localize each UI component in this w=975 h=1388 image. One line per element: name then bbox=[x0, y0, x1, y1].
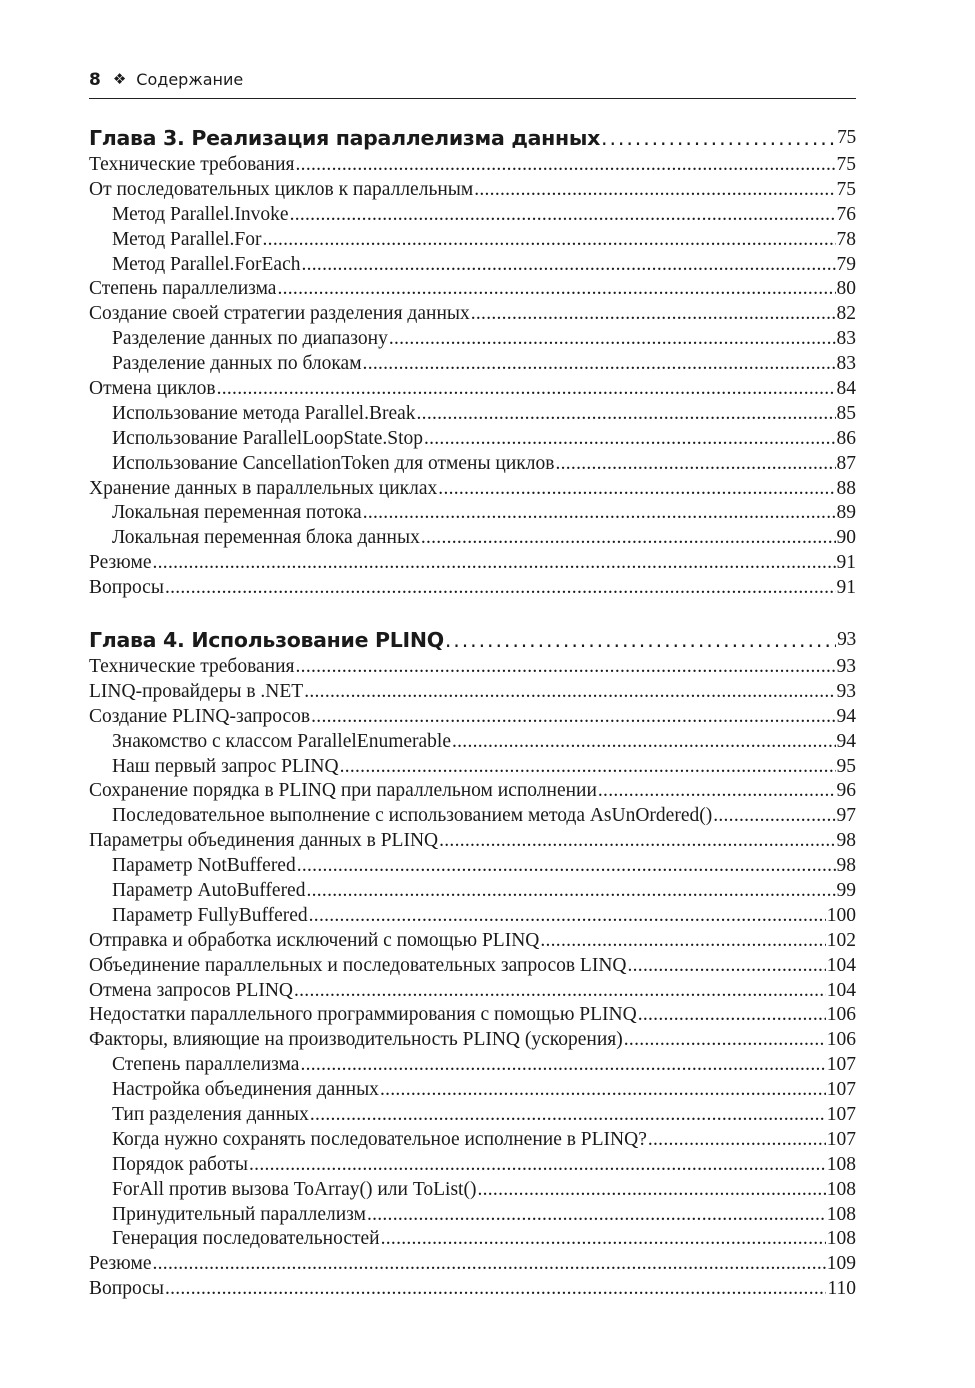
dot-leader bbox=[648, 1128, 826, 1153]
entry-title: Хранение данных в параллельных циклах bbox=[89, 477, 438, 499]
entry-title: Знакомство с классом ParallelEnumerable bbox=[112, 730, 451, 752]
entry-title: Генерация последовательностей bbox=[112, 1228, 380, 1250]
entry-page: 108 bbox=[826, 1178, 856, 1200]
toc-entry[interactable] bbox=[89, 253, 856, 278]
entry-title: Сохранение порядка в PLINQ при параллельном исполнении bbox=[89, 780, 597, 802]
entry-title: Отправка и обработка исключений с помощью PLINQ bbox=[89, 929, 540, 951]
entry-page: 93 bbox=[837, 629, 856, 650]
entry-page: 102 bbox=[826, 929, 856, 951]
dot-leader bbox=[301, 253, 835, 278]
entry-page: 80 bbox=[836, 278, 856, 300]
toc-entry[interactable] bbox=[89, 277, 856, 302]
entry-title: Вопросы bbox=[89, 1278, 164, 1300]
toc-entry[interactable] bbox=[89, 979, 856, 1004]
toc-entry[interactable] bbox=[89, 1128, 856, 1153]
dot-leader bbox=[367, 1203, 826, 1228]
dot-leader bbox=[445, 625, 836, 655]
entry-page: 95 bbox=[836, 755, 856, 777]
entry-page: 106 bbox=[826, 1004, 856, 1026]
dot-leader bbox=[311, 705, 835, 730]
dot-leader bbox=[598, 779, 836, 804]
toc-entry[interactable] bbox=[89, 576, 856, 601]
entry-page: 83 bbox=[836, 328, 856, 350]
running-title: Содержание bbox=[136, 70, 244, 89]
page-number: 8 bbox=[89, 70, 101, 90]
toc-entry[interactable] bbox=[89, 1103, 856, 1128]
entry-page: 91 bbox=[836, 577, 856, 599]
entry-page: 75 bbox=[837, 127, 856, 148]
entry-page: 75 bbox=[836, 178, 856, 200]
entry-title: Наш первый запрос PLINQ bbox=[112, 755, 339, 777]
toc-entry[interactable] bbox=[89, 302, 856, 327]
entry-page: 106 bbox=[826, 1029, 856, 1051]
dot-leader bbox=[452, 730, 836, 755]
dot-leader bbox=[290, 203, 836, 228]
toc-entry[interactable] bbox=[89, 501, 856, 526]
entry-page: 82 bbox=[836, 303, 856, 325]
toc-entry[interactable] bbox=[89, 904, 856, 929]
entry-title: Глава 3. Реализация параллелизма данных bbox=[89, 126, 601, 150]
toc-entry[interactable] bbox=[89, 1252, 856, 1277]
toc-chapter-4 bbox=[89, 625, 856, 1302]
dot-leader bbox=[424, 427, 836, 452]
toc-entry[interactable] bbox=[89, 352, 856, 377]
entry-page: 98 bbox=[836, 830, 856, 852]
toc-entry[interactable] bbox=[89, 427, 856, 452]
entry-title: Степень параллелизма bbox=[112, 1054, 300, 1076]
entry-title: Использование ParallelLoopState.Stop bbox=[112, 427, 423, 449]
dot-leader bbox=[300, 1053, 825, 1078]
dot-leader bbox=[249, 1153, 826, 1178]
dot-leader bbox=[601, 123, 836, 153]
entry-page: 107 bbox=[826, 1104, 856, 1126]
entry-page: 91 bbox=[836, 552, 856, 574]
dot-leader bbox=[477, 1178, 825, 1203]
dot-leader bbox=[297, 854, 836, 879]
entry-title: Последовательное выполнение с использованием метода AsUnOrdered() bbox=[112, 805, 713, 827]
toc-entry[interactable] bbox=[89, 1003, 856, 1028]
entry-page: 94 bbox=[836, 705, 856, 727]
dot-leader bbox=[309, 904, 826, 929]
dot-leader bbox=[217, 377, 836, 402]
dot-leader bbox=[439, 829, 835, 854]
dot-leader bbox=[153, 1252, 826, 1277]
toc-entry[interactable] bbox=[89, 402, 856, 427]
entry-title: Параметр FullyBuffered bbox=[112, 904, 308, 926]
entry-page: 93 bbox=[836, 656, 856, 677]
entry-title: Когда нужно сохранять последовательное исполнение в PLINQ? bbox=[112, 1128, 647, 1150]
dot-leader bbox=[438, 477, 835, 502]
dot-leader bbox=[153, 551, 836, 576]
entry-page: 98 bbox=[836, 855, 856, 877]
entry-title: Параметры объединения данных в PLINQ bbox=[89, 830, 439, 852]
entry-page: 108 bbox=[826, 1153, 856, 1175]
dot-leader bbox=[381, 1227, 826, 1252]
entry-title: Параметр NotBuffered bbox=[112, 855, 296, 877]
entry-title: Вопросы bbox=[89, 577, 164, 599]
entry-title: Недостатки параллельного программирования с помощью PLINQ bbox=[89, 1004, 637, 1026]
entry-page: 94 bbox=[836, 730, 856, 752]
entry-title: Порядок работы bbox=[112, 1153, 249, 1175]
entry-title: Локальная переменная блока данных bbox=[112, 527, 420, 549]
toc-entry[interactable] bbox=[89, 730, 856, 755]
dot-leader bbox=[713, 804, 835, 829]
entry-title: Принудительный параллелизм bbox=[112, 1203, 366, 1225]
entry-title: ForAll против вызова ToArray() или ToList() bbox=[112, 1178, 477, 1200]
toc-entry[interactable] bbox=[89, 1078, 856, 1103]
dot-leader bbox=[389, 327, 836, 352]
entry-title: Объединение параллельных и последовательных запросов LINQ bbox=[89, 954, 627, 976]
entry-page: 100 bbox=[826, 904, 856, 926]
entry-title: Метод Parallel.For bbox=[112, 228, 262, 250]
entry-page: 88 bbox=[836, 477, 856, 499]
entry-page: 87 bbox=[836, 452, 856, 474]
entry-page: 108 bbox=[826, 1228, 856, 1250]
entry-page: 78 bbox=[836, 228, 856, 250]
toc-entry[interactable] bbox=[89, 829, 856, 854]
entry-page: 83 bbox=[836, 353, 856, 375]
ornament-icon: ❖ bbox=[112, 70, 127, 88]
toc-entry[interactable] bbox=[89, 1053, 856, 1078]
entry-page: 107 bbox=[826, 1128, 856, 1150]
toc-entry[interactable] bbox=[89, 1277, 856, 1302]
entry-page: 84 bbox=[836, 378, 856, 400]
dot-leader bbox=[421, 526, 836, 551]
entry-page: 96 bbox=[836, 780, 856, 802]
dot-leader bbox=[363, 501, 836, 526]
dot-leader bbox=[540, 929, 825, 954]
entry-page: 109 bbox=[826, 1253, 856, 1275]
entry-page: 75 bbox=[836, 154, 856, 175]
dot-leader bbox=[363, 352, 836, 377]
dot-leader bbox=[277, 277, 835, 302]
toc-entry[interactable] bbox=[89, 551, 856, 576]
entry-title: Технические требования bbox=[89, 656, 295, 677]
toc-entry[interactable] bbox=[89, 477, 856, 502]
entry-page: 93 bbox=[836, 680, 856, 702]
entry-page: 108 bbox=[826, 1203, 856, 1225]
dot-leader bbox=[628, 954, 826, 979]
toc-entry[interactable] bbox=[89, 854, 856, 879]
entry-title: Настройка объединения данных bbox=[112, 1079, 379, 1101]
entry-title: Резюме bbox=[89, 1253, 152, 1275]
entry-title: Использование CancellationToken для отмены циклов bbox=[112, 452, 555, 474]
toc-entry[interactable] bbox=[89, 655, 856, 680]
entry-page: 110 bbox=[827, 1278, 856, 1300]
toc-entry[interactable] bbox=[89, 377, 856, 402]
entry-title: Использование метода Parallel.Break bbox=[112, 402, 416, 424]
entry-title: Отмена запросов PLINQ bbox=[89, 979, 293, 1001]
entry-title: Глава 4. Использование PLINQ bbox=[89, 628, 444, 652]
toc-entry[interactable] bbox=[89, 929, 856, 954]
entry-page: 79 bbox=[836, 253, 856, 275]
entry-title: Создание PLINQ-запросов bbox=[89, 705, 311, 727]
dot-leader bbox=[638, 1003, 826, 1028]
entry-page: 99 bbox=[836, 880, 856, 902]
entry-page: 104 bbox=[826, 979, 856, 1001]
entry-title: Технические требования bbox=[89, 154, 295, 175]
entry-title: Параметр AutoBuffered bbox=[112, 880, 306, 902]
toc-entry[interactable] bbox=[89, 1178, 856, 1203]
toc-entry[interactable] bbox=[89, 228, 856, 253]
entry-title: Разделение данных по блокам bbox=[112, 353, 362, 375]
entry-page: 104 bbox=[826, 954, 856, 976]
entry-title: Метод Parallel.Invoke bbox=[112, 203, 289, 225]
toc-entry[interactable] bbox=[89, 203, 856, 228]
entry-page: 107 bbox=[826, 1079, 856, 1101]
dot-leader bbox=[165, 576, 836, 601]
dot-leader bbox=[340, 755, 836, 780]
toc-entry[interactable] bbox=[89, 178, 856, 203]
entry-title: Локальная переменная потока bbox=[112, 502, 362, 524]
toc-entry[interactable] bbox=[89, 153, 856, 178]
entry-title: Разделение данных по диапазону bbox=[112, 328, 388, 350]
running-header bbox=[89, 70, 856, 99]
toc-entry[interactable] bbox=[89, 705, 856, 730]
dot-leader bbox=[296, 153, 836, 178]
toc-entry[interactable] bbox=[89, 879, 856, 904]
dot-leader bbox=[624, 1028, 826, 1053]
entry-page: 97 bbox=[836, 805, 856, 827]
entry-page: 90 bbox=[836, 527, 856, 549]
entry-title: Отмена циклов bbox=[89, 378, 216, 400]
chapter-heading[interactable] bbox=[89, 123, 856, 153]
toc-chapter-3 bbox=[89, 123, 856, 601]
dot-leader bbox=[306, 879, 835, 904]
entry-title: Метод Parallel.ForEach bbox=[112, 253, 301, 275]
entry-page: 76 bbox=[836, 203, 856, 225]
entry-page: 85 bbox=[836, 402, 856, 424]
entry-title: От последовательных циклов к параллельным bbox=[89, 178, 474, 200]
dot-leader bbox=[296, 655, 836, 680]
toc-entry[interactable] bbox=[89, 1028, 856, 1053]
entry-title: LINQ-провайдеры в .NET bbox=[89, 680, 304, 702]
dot-leader bbox=[263, 228, 836, 253]
toc-entry[interactable] bbox=[89, 779, 856, 804]
dot-leader bbox=[304, 680, 835, 705]
dot-leader bbox=[471, 302, 836, 327]
toc-entry[interactable] bbox=[89, 327, 856, 352]
entry-title: Факторы, влияющие на производительность PLINQ (ускорения) bbox=[89, 1029, 623, 1051]
dot-leader bbox=[555, 452, 835, 477]
dot-leader bbox=[474, 178, 835, 203]
dot-leader bbox=[417, 402, 836, 427]
toc-entry[interactable] bbox=[89, 452, 856, 477]
dot-leader bbox=[294, 979, 826, 1004]
chapter-heading[interactable] bbox=[89, 625, 856, 655]
entry-title: Степень параллелизма bbox=[89, 278, 277, 300]
toc-entry[interactable] bbox=[89, 954, 856, 979]
dot-leader bbox=[165, 1277, 827, 1302]
toc-entry[interactable] bbox=[89, 680, 856, 705]
entry-page: 89 bbox=[836, 502, 856, 524]
entry-page: 107 bbox=[826, 1054, 856, 1076]
toc-entry[interactable] bbox=[89, 1153, 856, 1178]
dot-leader bbox=[380, 1078, 826, 1103]
toc-entry[interactable] bbox=[89, 804, 856, 829]
entry-title: Тип разделения данных bbox=[112, 1104, 309, 1126]
toc-entry[interactable] bbox=[89, 526, 856, 551]
dot-leader bbox=[310, 1103, 826, 1128]
toc-entry[interactable] bbox=[89, 1227, 856, 1252]
entry-title: Резюме bbox=[89, 552, 152, 574]
toc-entry[interactable] bbox=[89, 1203, 856, 1228]
entry-title: Создание своей стратегии разделения данных bbox=[89, 303, 470, 325]
toc-entry[interactable] bbox=[89, 755, 856, 780]
entry-page: 86 bbox=[836, 427, 856, 449]
